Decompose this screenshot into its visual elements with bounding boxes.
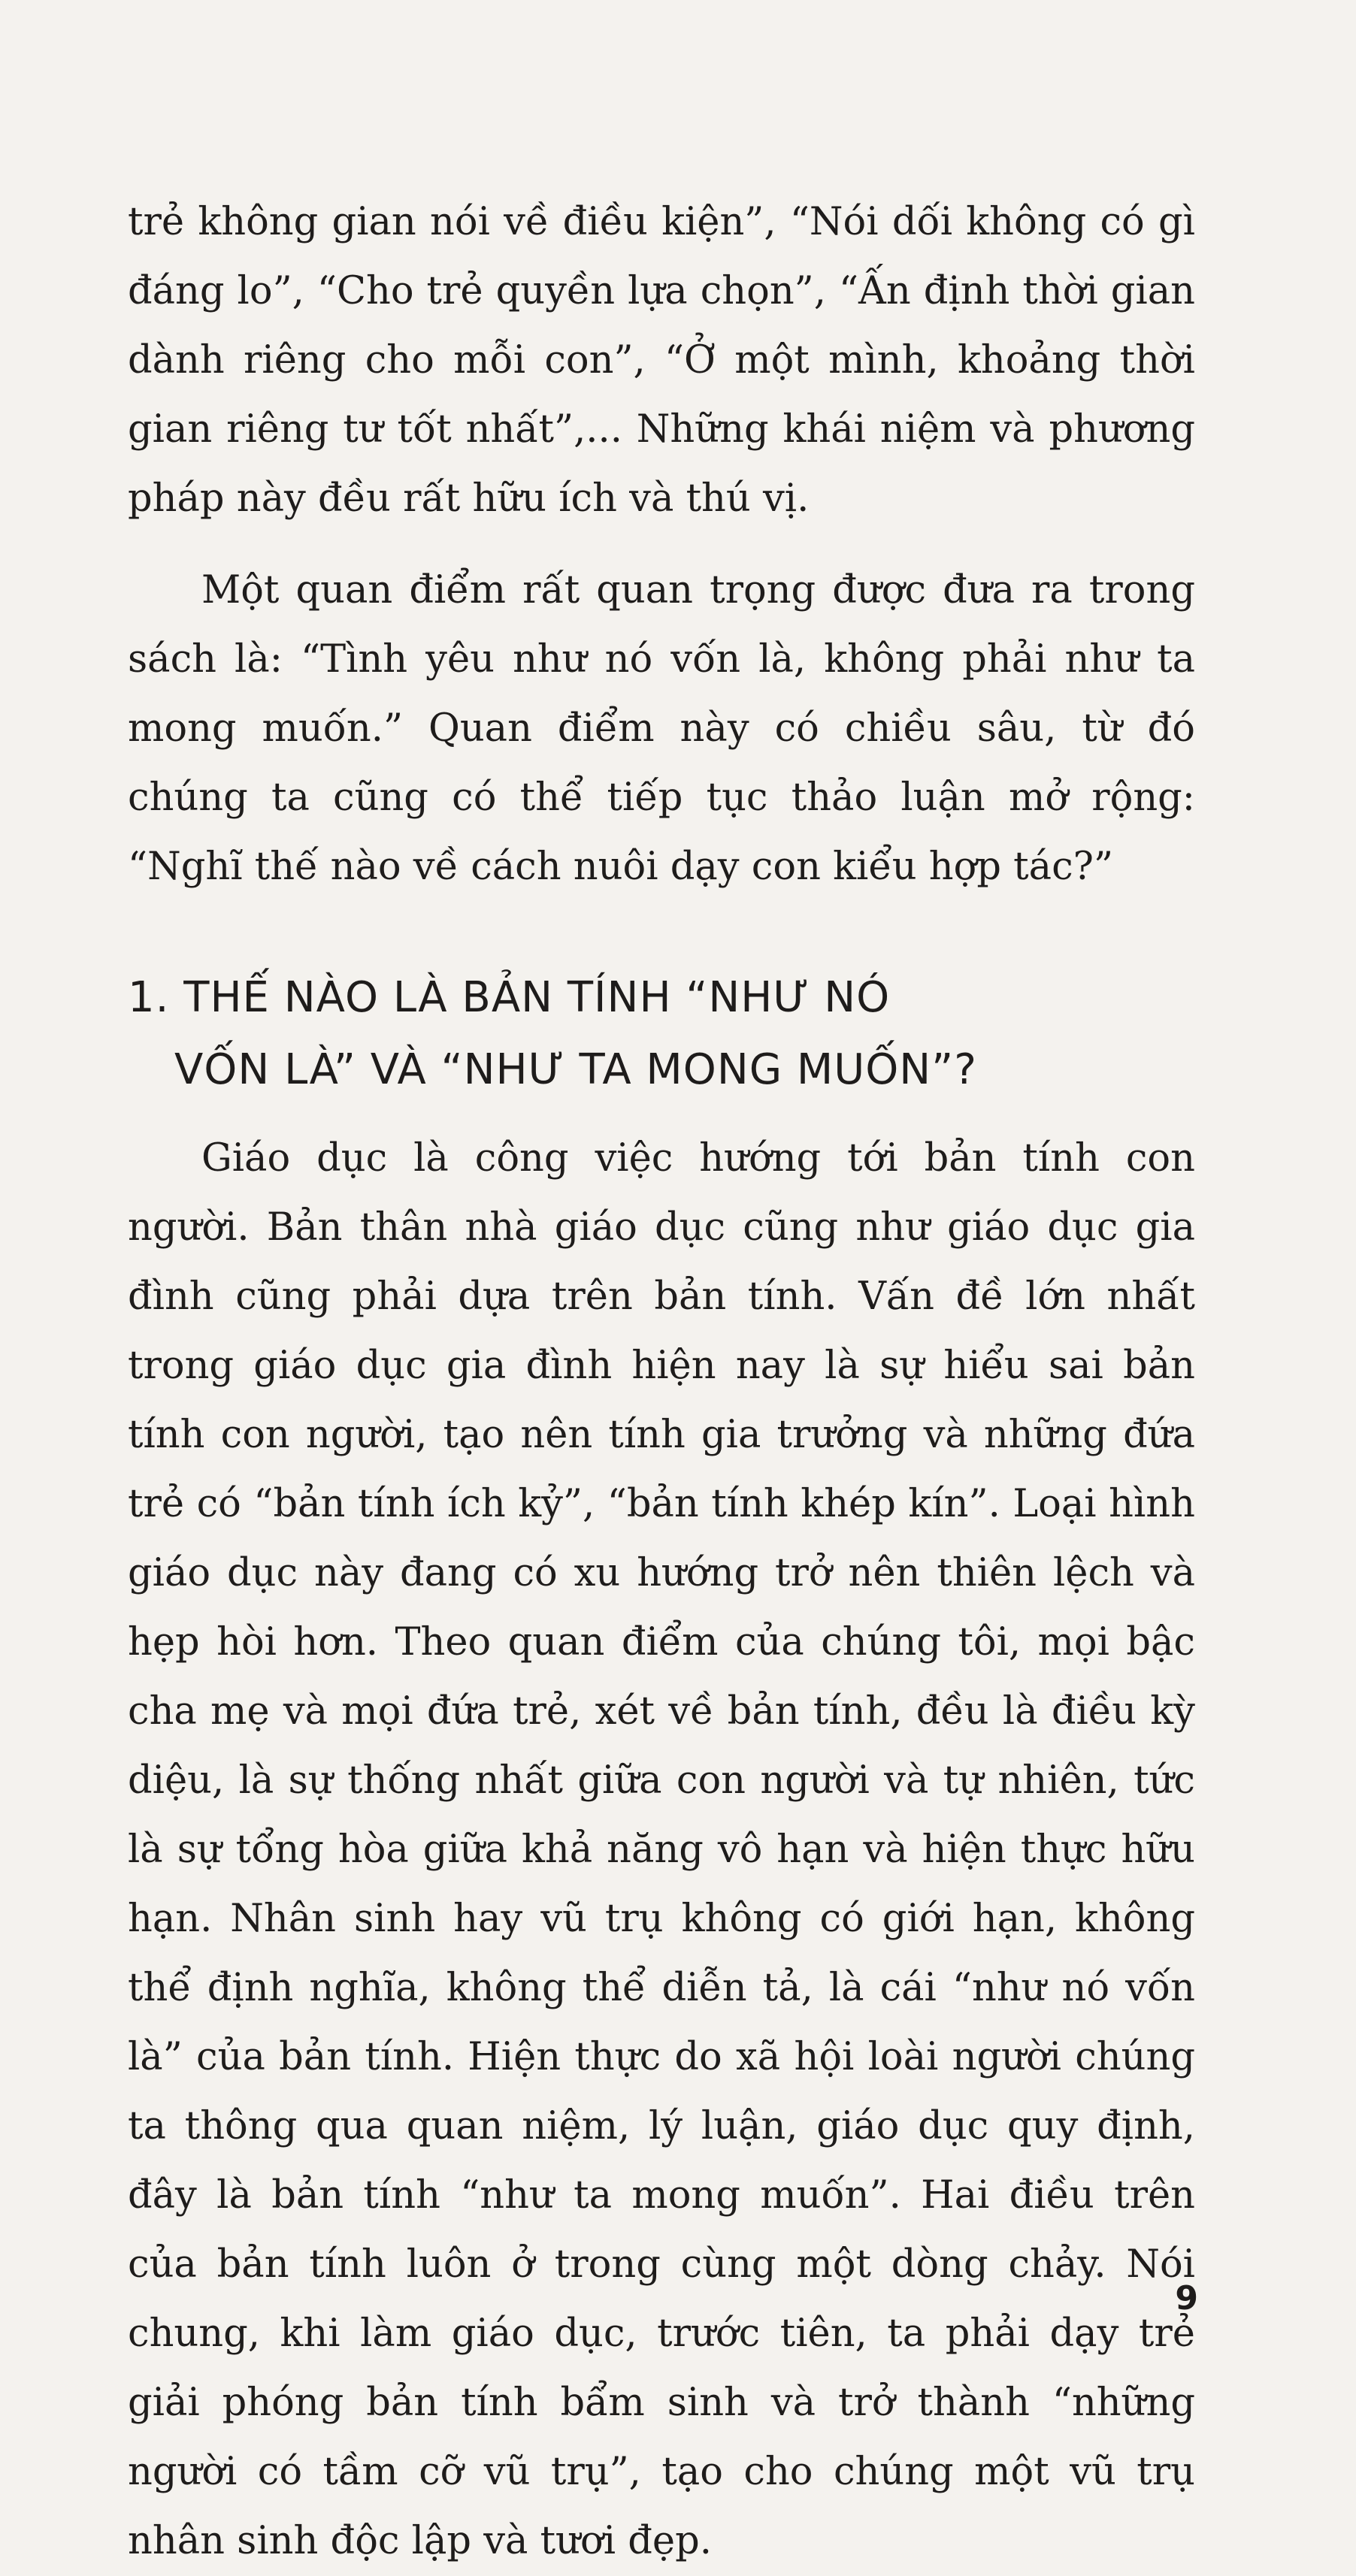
section-heading <box>128 962 1195 1106</box>
page-body <box>128 188 1195 2576</box>
section-heading-line2: VỐN LÀ” VÀ “NHƯ TA MONG MUỐN”? <box>174 1045 977 1094</box>
paragraph-education-nature: Giáo dục là công việc hướng tới bản tính con người. Bản thân nhà giáo dục cũng như giáo dục gia đình cũng phải dựa trên bản tính. Vấn đề lớn nhất trong giáo dục gia đình hiện nay là sự hiểu sai bản tính con người, tạo nên tính gia trưởng và những đứa trẻ có “bản tính ích kỷ”, “bản tính khép kín”. Loại hình giáo dục này đang có xu hướng trở nên thiên lệch và hẹp hòi hơn. Theo quan điểm của chúng tôi, mọi bậc cha mẹ và mọi đứa trẻ, xét về bản tính, đều là điều kỳ diệu, là sự thống nhất giữa con người và tự nhiên, tức là sự tổng hòa giữa khả năng vô hạn và hiện thực hữu hạn. Nhân sinh hay vũ trụ không có giới hạn, không thể định nghĩa, không thể diễn tả, là cái “như nó vốn là” của bản tính. Hiện thực do xã hội loài người chúng ta thông qua quan niệm, lý luận, giáo dục quy định, đây là bản tính “như ta mong muốn”. Hai điều trên của bản tính luôn ở trong cùng một dòng chảy. Nói chung, khi làm giáo dục, trước tiên, ta phải dạy trẻ giải phóng bản tính bẩm sinh và trở thành “những người có tầm cỡ vũ trụ”, tạo cho chúng một vũ trụ nhân sinh độc lập và tươi đẹp. <box>128 1136 1195 2563</box>
paragraph-love-viewpoint: Một quan điểm rất quan trọng được đưa ra trong sách là: “Tình yêu như nó vốn là, không phải như ta mong muốn.” Quan điểm này có chiều sâu, từ đó chúng ta cũng có thể tiếp tục thảo luận mở rộng: “Nghĩ thế nào về cách nuôi dạy con kiểu hợp tác?” <box>128 568 1195 889</box>
section-heading-line1: 1. THẾ NÀO LÀ BẢN TÍNH “NHƯ NÓ <box>128 973 891 1022</box>
page-number: 9 <box>1175 2279 1198 2317</box>
paragraph-intro-continuation: trẻ không gian nói về điều kiện”, “Nói dối không có gì đáng lo”, “Cho trẻ quyền lựa chọn”, “Ấn định thời gian dành riêng cho mỗi con”, “Ở một mình, khoảng thời gian riêng tư tốt nhất”,... Những khái niệm và phương pháp này đều rất hữu ích và thú vị. <box>128 200 1195 521</box>
